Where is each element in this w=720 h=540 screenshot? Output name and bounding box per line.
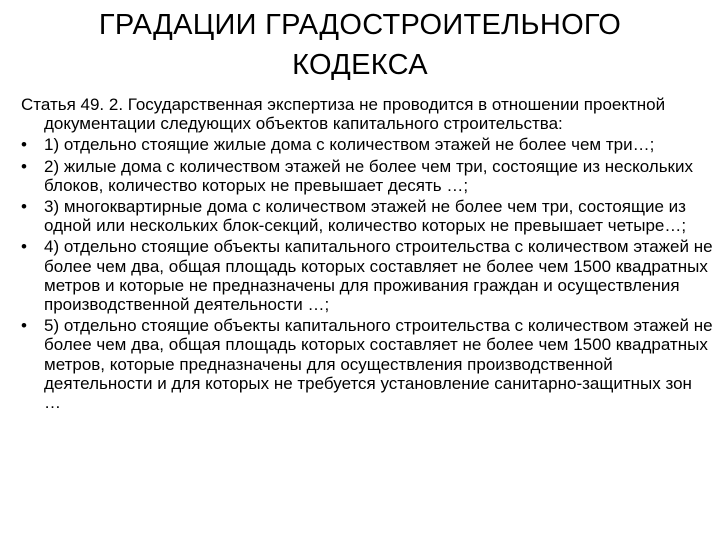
bullet-icon: • (21, 156, 27, 176)
list-item-text: 3) многоквартирные дома с количеством этажей не более чем три, состоящие из одной или нескольких блок-секций, количество которых не превышает четыре…; (44, 197, 687, 236)
slide-title-line-1: ГРАДАЦИИ ГРАДОСТРОИТЕЛЬНОГО (98, 9, 622, 41)
bullet-icon: • (21, 135, 27, 155)
list-item (21, 197, 713, 235)
slide-title-line-2: КОДЕКСА (292, 49, 428, 81)
list-item (21, 157, 713, 195)
exemption-list (21, 135, 713, 412)
list-item-text: 4) отдельно стоящие объекты капитального строительства с количеством этажей не более чем два, общая площадь которых составляет не более чем 1500 квадратных метров и которые не предназначены для проживания граждан и осуществления производственной деятельности …; (44, 237, 713, 315)
list-item-text: 5) отдельно стоящие объекты капитального строительства с количеством этажей не более чем два, общая площадь которых составляет не более чем 1500 квадратных метров, которые предназначены для осуществления производственной деятельности и для которых не требуется установление санитарно-защитных зон … (44, 316, 713, 413)
bullet-icon: • (21, 197, 27, 217)
list-item (21, 316, 713, 412)
bullet-icon: • (21, 316, 27, 336)
list-item-text: 1) отдельно стоящие жилые дома с количеством этажей не более чем три…; (44, 135, 655, 155)
list-item (21, 237, 713, 314)
list-item (21, 135, 713, 154)
slide-body (21, 95, 713, 414)
list-item-text: 2) жилые дома с количеством этажей не более чем три, состоящие из нескольких блоков, количество которых не превышает десять …; (44, 156, 693, 195)
slide-title (40, 5, 680, 85)
bullet-icon: • (21, 237, 27, 257)
intro-paragraph: Статья 49. 2. Государственная экспертиза не проводится в отношении проектной документации следующих объектов капитального строительства: (21, 95, 666, 134)
